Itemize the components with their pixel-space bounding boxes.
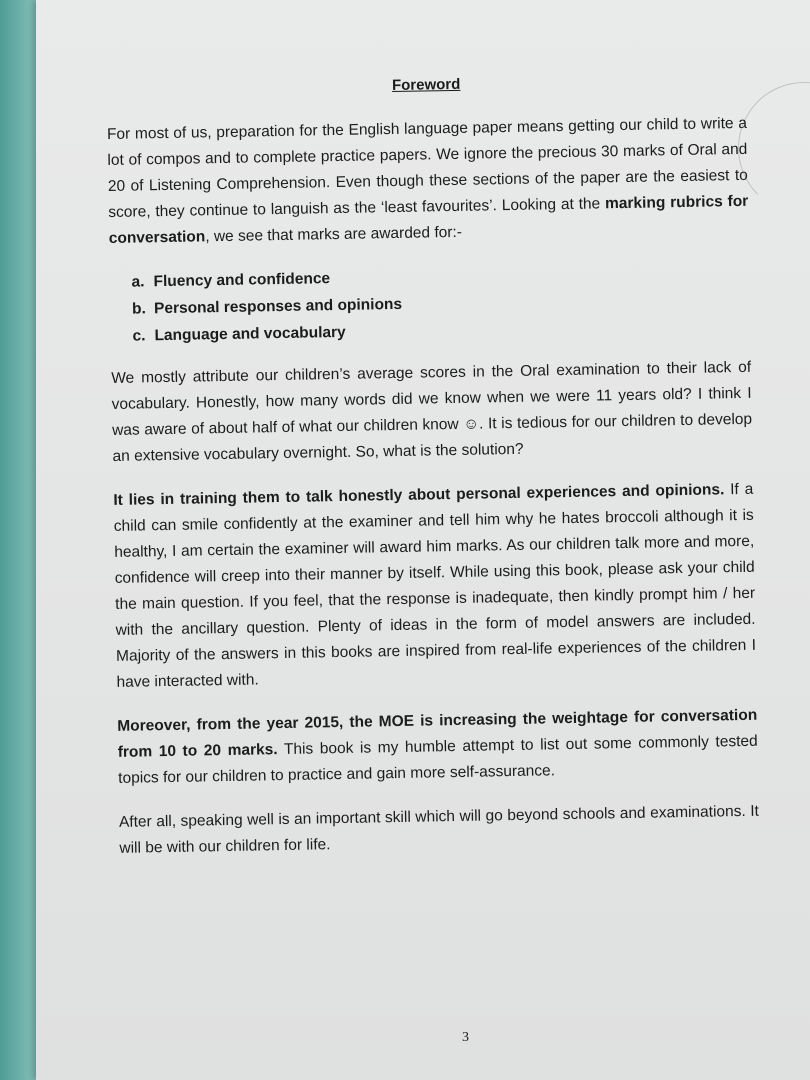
list-text: Fluency and confidence — [153, 270, 331, 291]
paragraph-intro — [107, 111, 749, 252]
intro-text-b: , we see that marks are awarded for:- — [205, 223, 463, 246]
list-marker: a. — [131, 273, 145, 291]
book-cover-edge — [0, 0, 40, 1080]
list-text: Language and vocabulary — [154, 323, 346, 345]
moe-text: This book is my humble attempt to list out some commonly tested topics for our children to practice and gain more self-assurance. — [118, 732, 758, 787]
page-title: Foreword — [391, 75, 461, 95]
paragraph-moe — [117, 703, 758, 792]
list-marker: b. — [131, 300, 146, 318]
list-text: Personal responses and opinions — [153, 295, 403, 318]
page-curl-mark — [738, 82, 810, 214]
solution-text: If a child can smile confidently at the examiner and tell him why he hates broccoli although it is healthy, I am certain the examiner will award him marks. As our children talk more and more, confidence will creep into their manner by itself. While using this book, please ask your child the main question. If you feel, that the response is inadequate, then kindly prompt him / her with the ancillary question. Plenty of ideas in the form of model answers are included. Majority of the answers in this books are inspired from real-life experiences of the children I have interacted with. — [113, 480, 757, 691]
intro-bold: marking rubrics for conversation — [108, 192, 749, 247]
list-marker: c. — [132, 327, 146, 345]
rubric-list — [131, 259, 750, 350]
moe-bold: Moreover, from the year 2015, the MOE is increasing the weightage for conversation from 10 to 20 marks. — [117, 706, 758, 761]
intro-text-a: For most of us, preparation for the English language paper means getting our child to write a lot of compos and to complete practice papers. We ignore the precious 30 marks of Oral and 20 of Listening Comprehension. Even though these sections of the paper are the easiest to score, they continue to languish as the ‘least favourites’. Looking at the — [106, 114, 748, 221]
paragraph-solution — [113, 477, 757, 696]
paragraph-closing: After all, speaking well is an important skill which will go beyond schools and examinations. It will be with our children for life. — [118, 802, 760, 857]
foreword-content — [106, 67, 760, 880]
paragraph-vocabulary: We mostly attribute our children’s average scores in the Oral examination to their lack of vocabulary. Honestly, how many words did we know when we were 11 years old? I think I was aware of about half of what our children know ☺. It is tedious for our children to develop an extensive vocabulary overnight. So, what is the solution? — [111, 358, 753, 465]
page-number: 3 — [462, 1030, 469, 1045]
solution-bold: It lies in training them to talk honestly about personal experiences and opinions. — [113, 481, 725, 509]
